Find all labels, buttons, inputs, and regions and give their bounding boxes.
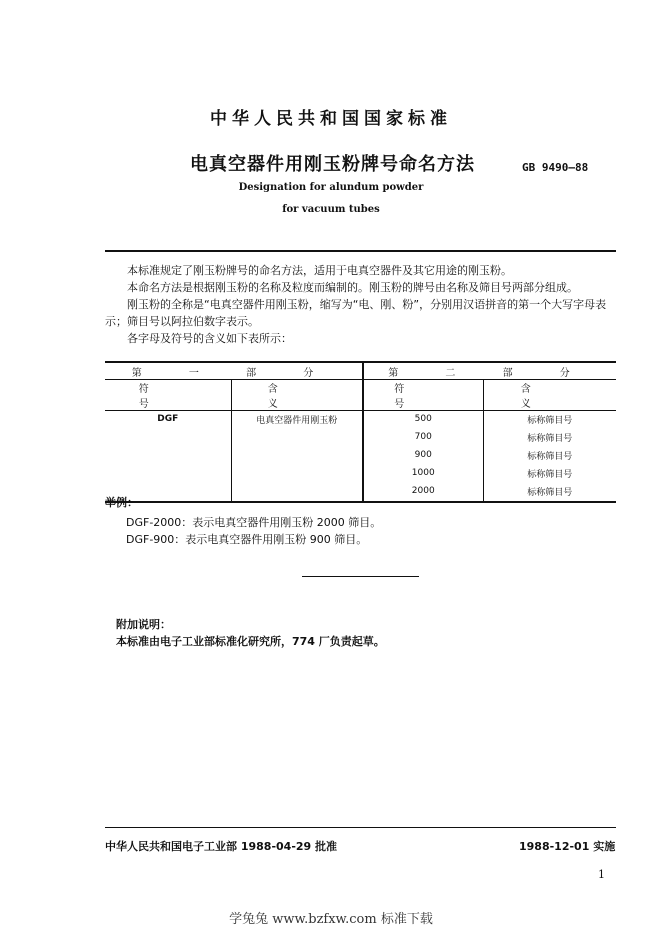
effective-date: 1988-12-01 实施 <box>519 840 616 853</box>
part2-symbol-cell: 500 <box>363 411 483 430</box>
page-number: 1 <box>598 868 605 881</box>
part2-meaning-cell: 标称筛目号 <box>527 452 573 462</box>
watermark: 学兔兔 www.bzfxw.com 标准下载 <box>229 912 433 927</box>
designation-table <box>105 361 616 503</box>
col-meaning-1: 含 义 <box>231 380 363 411</box>
footer-divider <box>105 827 616 828</box>
part2-meaning-cell: 标称筛目号 <box>527 416 573 426</box>
notes-label: 附加说明： <box>116 618 171 631</box>
part1-meaning-cell: 电真空器件用刚玉粉 <box>231 411 363 503</box>
examples-label: 举例： <box>105 496 138 509</box>
paragraph-fullname: 刚玉粉的全称是“电真空器件用刚玉粉，缩写为“电、刚、粉”，分别用汉语拼音的第一个大写字母表示；筛目号以阿拉伯数字表示。 <box>105 298 607 328</box>
table-row <box>105 411 616 430</box>
part2-meaning-cell: 标称筛目号 <box>527 434 573 444</box>
part2-symbol-cell: 900 <box>363 447 483 465</box>
paragraph-scope: 本标准规定了刚玉粉牌号的命名方法，适用于电真空器件及其它用途的刚玉粉。 <box>127 264 512 277</box>
table-part-header-row <box>105 362 616 380</box>
approval-line: 中华人民共和国电子工业部 1988-04-29 批准 <box>105 840 338 853</box>
english-title-line2: for vacuum tubes <box>282 204 380 215</box>
col-symbol-2: 符 号 <box>363 380 483 411</box>
part1-header: 第 一 部 分 <box>105 362 363 380</box>
english-title-line1: Designation for alundum powder <box>238 182 424 193</box>
col-symbol-1: 符 号 <box>105 380 231 411</box>
part2-meaning-cell: 标称筛目号 <box>527 488 573 498</box>
example-item: DGF-900：表示电真空器件用刚玉粉 900 筛目。 <box>126 533 368 546</box>
document-title: 电真空器件用刚玉粉牌号命名方法 <box>190 154 475 175</box>
section-divider <box>302 576 419 577</box>
part1-symbol-cell: DGF <box>105 411 231 503</box>
top-divider <box>105 250 616 252</box>
notes-text: 本标准由电子工业部标准化研究所，774 厂负责起草。 <box>116 635 385 648</box>
example-item: DGF-2000：表示电真空器件用刚玉粉 2000 筛目。 <box>126 516 382 529</box>
standard-title: 中华人民共和国国家标准 <box>210 109 452 129</box>
part2-meaning-cell: 标称筛目号 <box>527 470 573 480</box>
table-column-header-row <box>105 380 616 411</box>
part2-symbol-cell: 1000 <box>363 465 483 483</box>
part2-symbol-cell: 700 <box>363 429 483 447</box>
col-meaning-2: 含 义 <box>483 380 616 411</box>
paragraph-method: 本命名方法是根据刚玉粉的名称及粒度而编制的。刚玉粉的牌号由名称及筛目号两部分组成。 <box>127 281 578 294</box>
part2-symbol-cell: 2000 <box>363 483 483 502</box>
gb-number: GB 9490—88 <box>522 161 589 174</box>
part2-header: 第 二 部 分 <box>363 362 616 380</box>
paragraph-table-intro: 各字母及符号的含义如下表所示： <box>127 332 292 345</box>
